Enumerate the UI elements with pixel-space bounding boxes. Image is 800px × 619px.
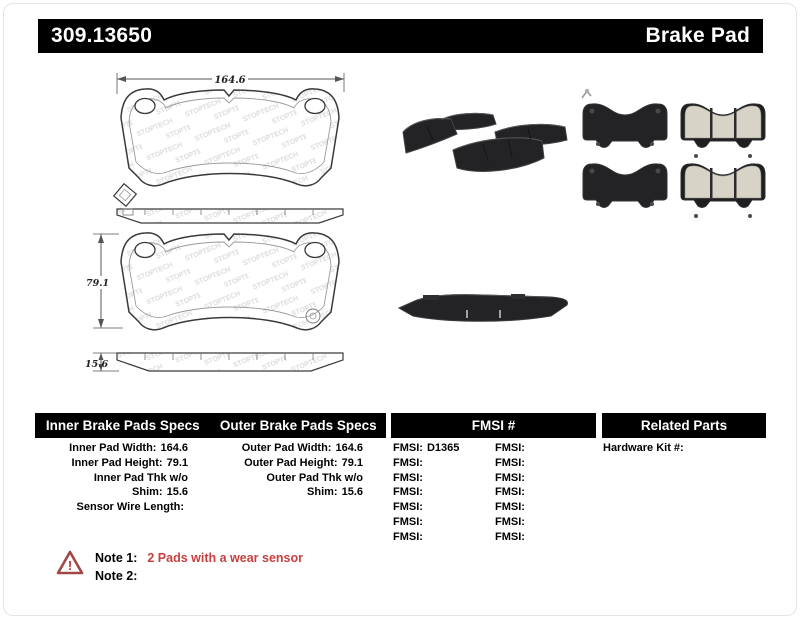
related-parts-header: Related Parts — [640, 418, 728, 433]
pads-specs-header-bar — [35, 413, 386, 438]
related-parts-header-bar — [602, 413, 766, 438]
note-1-label: Note 1: — [95, 551, 138, 565]
inner-specs-header: Inner Brake Pads Specs — [45, 418, 200, 433]
height-dimension-label: 79.1 — [86, 278, 110, 289]
pad-outline-bottom — [121, 233, 339, 330]
fmsi-header: FMSI # — [471, 418, 516, 433]
thickness-dimension-label: 15.6 — [85, 359, 109, 370]
related-row: Hardware Kit #: — [603, 442, 684, 454]
svg-text:!: ! — [67, 558, 73, 573]
ceramic-pad-bottom-right — [681, 164, 765, 218]
fmsi-column-right — [495, 441, 595, 545]
fmsi-row: FMSI: — [393, 486, 423, 499]
pad-profile-strip-top — [117, 209, 343, 223]
spec-row: Outer Pad Thk w/o Shim: 15.6 — [266, 471, 363, 499]
fmsi-row: FMSI: D1365 — [393, 442, 460, 454]
width-dimension-label: 164.6 — [214, 75, 246, 86]
fmsi-row: FMSI: — [393, 456, 423, 469]
fmsi-row: FMSI: — [393, 515, 423, 528]
pad-profile-strip-bottom — [117, 353, 343, 371]
outer-specs-column — [210, 441, 363, 500]
spec-row: Outer Pad Width: 164.6 — [241, 442, 363, 454]
part-number: 309.13650 — [51, 24, 153, 47]
pads-photo-front-back — [578, 86, 770, 218]
fmsi-row: FMSI: — [495, 515, 525, 528]
note-1-text: 2 Pads with a wear sensor — [147, 551, 303, 565]
pad-photo-profile — [393, 288, 575, 330]
spec-row: Inner Pad Width: 164.6 — [69, 442, 188, 454]
wear-sensor-tab — [114, 184, 137, 207]
spec-row: Inner Pad Height: 79.1 — [71, 456, 188, 469]
warning-icon — [56, 550, 84, 576]
fmsi-row: FMSI: — [393, 501, 423, 514]
pad-outline-top — [114, 89, 339, 206]
black-pad-bottom-left — [583, 164, 667, 208]
fmsi-row: FMSI: — [495, 471, 525, 484]
spec-row: Outer Pad Height: 79.1 — [244, 456, 363, 469]
note-2-label: Note 2: — [95, 569, 138, 583]
pads-photo-angled — [393, 88, 588, 188]
fmsi-row: FMSI: — [393, 471, 423, 484]
fmsi-row: FMSI: — [393, 530, 423, 543]
fmsi-row: FMSI: — [495, 530, 525, 543]
product-type-title: Brake Pad — [645, 24, 750, 47]
fmsi-row: FMSI: — [495, 442, 525, 454]
technical-drawing — [85, 64, 357, 380]
spec-row: Sensor Wire Length: — [76, 501, 184, 514]
spec-row: Inner Pad Thk w/o Shim: 15.6 — [93, 471, 188, 499]
note-2 — [95, 569, 147, 583]
fmsi-row: FMSI: — [495, 456, 525, 469]
inner-specs-column — [35, 441, 188, 515]
fmsi-column-left — [393, 441, 493, 545]
fmsi-row: FMSI: — [495, 486, 525, 499]
fmsi-header-bar — [391, 413, 596, 438]
note-1 — [95, 551, 303, 565]
related-parts-column — [603, 441, 763, 456]
title-bar — [38, 19, 763, 53]
black-pad-top-left — [582, 89, 667, 148]
ceramic-pad-top-right — [681, 104, 765, 158]
fmsi-row: FMSI: — [495, 501, 525, 514]
outer-specs-header: Outer Brake Pads Specs — [219, 418, 377, 433]
